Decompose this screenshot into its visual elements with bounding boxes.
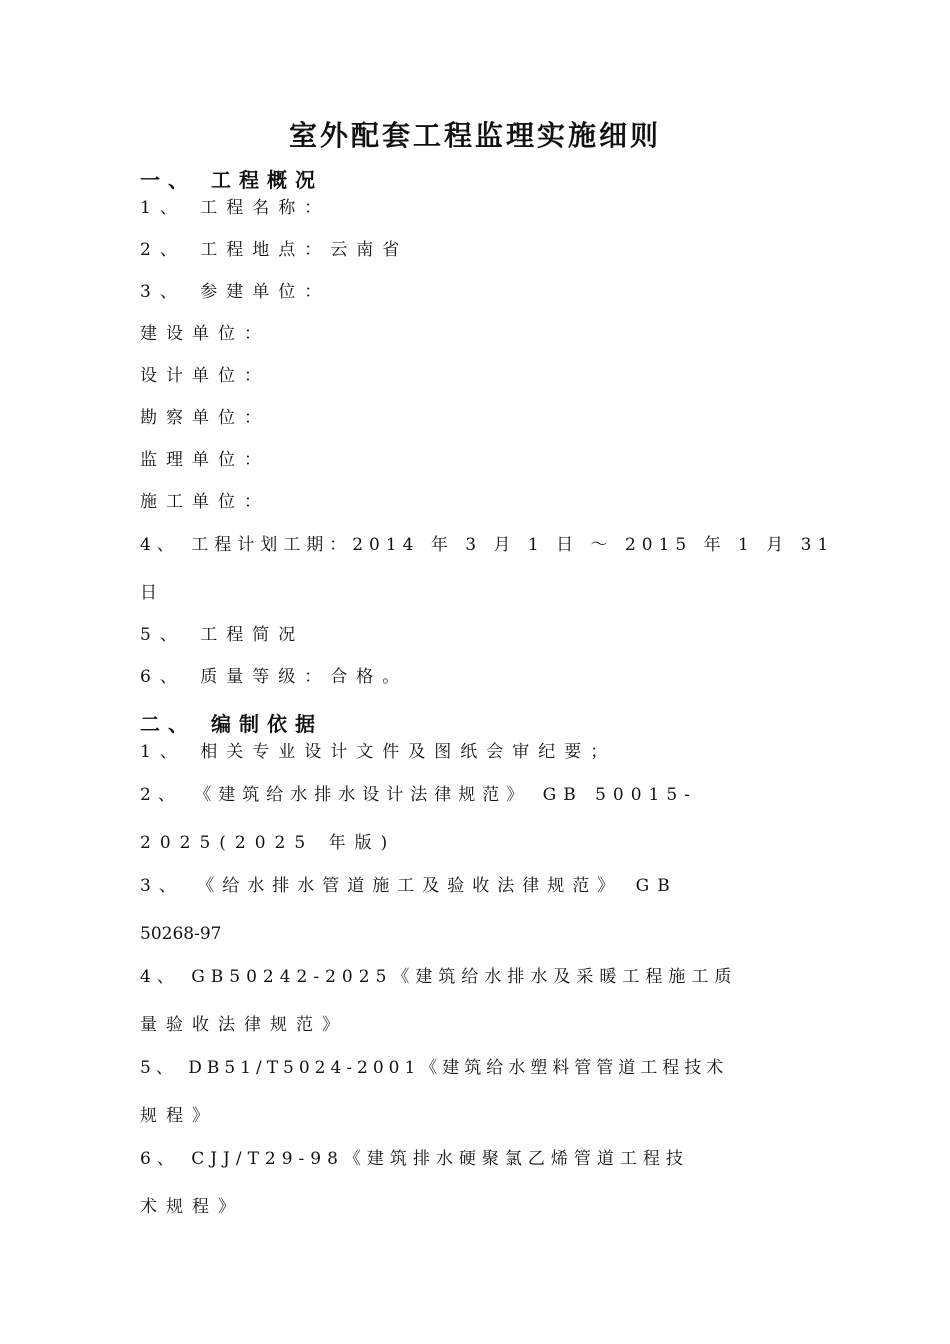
basis-item-4: 4、 GB50242-2025《建筑给水排水及采暖工程施工质: [140, 967, 738, 987]
basis-item-5-cont: 规程》: [140, 1106, 218, 1126]
basis-item-2-cont: 2025(2025 年版): [140, 833, 397, 853]
overview-quality-grade: 6、 质量等级：合格。: [140, 667, 409, 687]
overview-summary: 5、 工程简况: [140, 625, 305, 645]
overview-design-unit: 设计单位：: [140, 366, 270, 386]
overview-supervision-unit: 监理单位：: [140, 450, 270, 470]
overview-project-location: 2、 工程地点：云南省: [140, 240, 409, 260]
overview-survey-unit: 勘察单位：: [140, 408, 270, 428]
overview-project-name: 1、 工程名称：: [140, 198, 331, 218]
basis-item-1: 1、 相关专业设计文件及图纸会审纪要；: [140, 742, 617, 762]
overview-construction-unit: 施工单位：: [140, 492, 270, 512]
basis-item-3-cont: 50268-97: [140, 924, 222, 944]
overview-owner-unit: 建设单位：: [140, 324, 270, 344]
basis-item-4-cont: 量验收法律规范》: [140, 1015, 348, 1035]
document-title: 室外配套工程监理实施细则: [288, 119, 661, 152]
basis-item-2: 2、 《建筑给水排水设计法律规范》 GB 50015-: [140, 785, 697, 805]
basis-item-6: 6、 CJJ/T29-98《建筑排水硬聚氯乙烯管道工程技: [140, 1149, 689, 1169]
basis-item-3: 3、 《给水排水管道施工及验收法律规范》 GB: [140, 876, 678, 896]
section-heading-basis: 二、 编制依据: [140, 712, 323, 736]
overview-schedule: 4、 工程计划工期：2014 年 3 月 1 日 ～ 2015 年 1 月 31: [140, 535, 835, 555]
basis-item-6-cont: 术规程》: [140, 1197, 244, 1217]
overview-schedule-cont: 日: [140, 583, 166, 603]
overview-participants: 3、 参建单位：: [140, 282, 331, 302]
basis-item-5: 5、 DB51/T5024-2001《建筑给水塑料管管道工程技术: [140, 1058, 729, 1078]
section-heading-overview: 一、 工程概况: [140, 168, 323, 192]
